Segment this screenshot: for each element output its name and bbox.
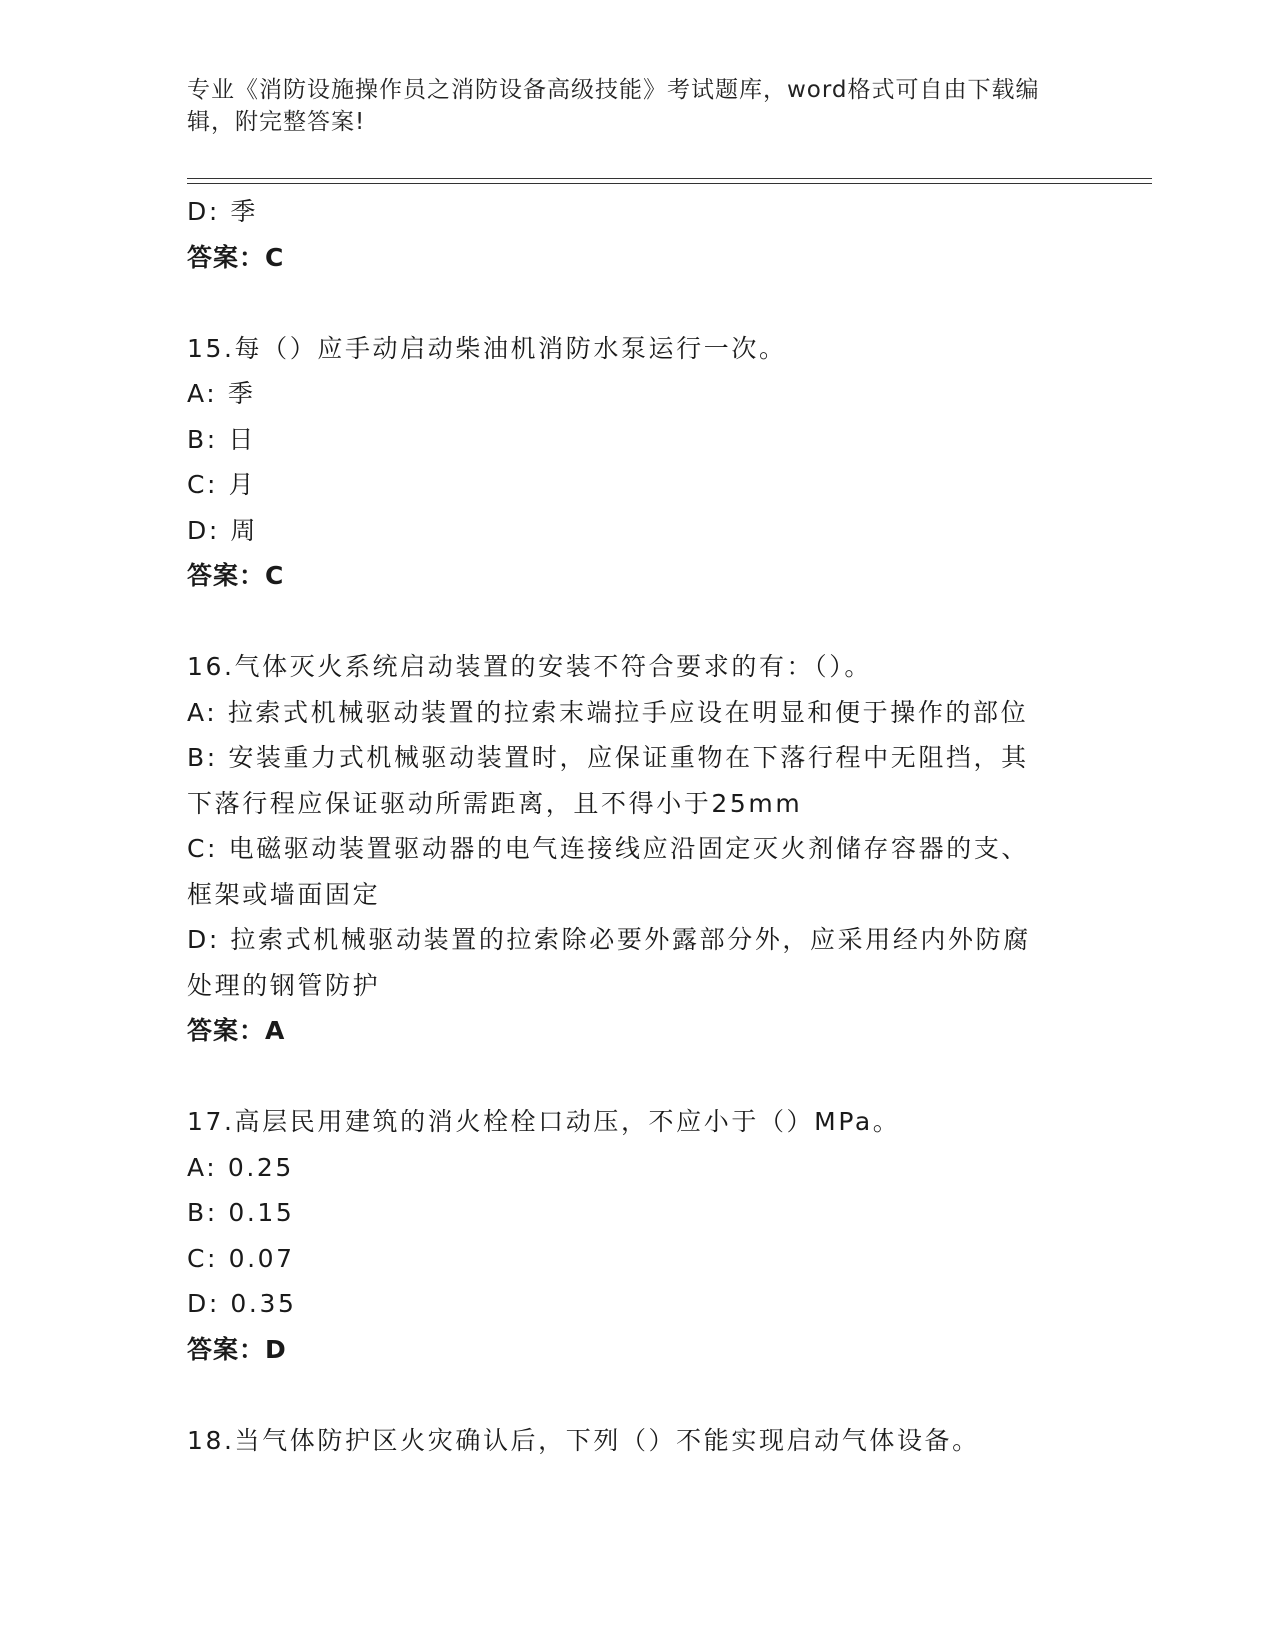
header-divider-top [187, 178, 1152, 179]
option-d: D: 0.35 [187, 1289, 297, 1318]
option-a: A: 0.25 [187, 1152, 294, 1182]
spacer [187, 1372, 1087, 1418]
answer-line: 答案：D [187, 1334, 287, 1364]
header-note [187, 74, 1067, 138]
option-d: D: 季 [187, 197, 259, 226]
option-d: D: 拉索式机械驱动装置的拉索除必要外露部分外，应采用经内外防腐 [187, 925, 1031, 954]
answer-line: 答案：C [187, 561, 285, 590]
spacer [187, 1054, 1087, 1100]
option-b: B: 日 [187, 424, 256, 454]
header-line-2: 辑，附完整答案! [187, 109, 366, 135]
answer-line: 答案：C [187, 242, 285, 272]
option-b-continued: 下落行程应保证驱动所需距离，且不得小于25mm [187, 788, 803, 818]
option-c: C: 电磁驱动装置驱动器的电气连接线应沿固定灭火剂储存容器的支、 [187, 834, 1030, 863]
option-c: C: 0.07 [187, 1243, 295, 1273]
option-c: C: 月 [187, 470, 257, 499]
question-list [187, 189, 1087, 1463]
option-b: B: 安装重力式机械驱动装置时，应保证重物在下落行程中无阻挡，其 [187, 743, 1029, 772]
option-c-continued: 框架或墙面固定 [187, 879, 381, 909]
option-a: A: 季 [187, 379, 256, 408]
option-a: A: 拉索式机械驱动装置的拉索末端拉手应设在明显和便于操作的部位 [187, 697, 1029, 727]
spacer [187, 280, 1087, 326]
header-divider-bottom [187, 183, 1152, 184]
question-stem: 18.当气体防护区火灾确认后，下列（）不能实现启动气体设备。 [187, 1425, 980, 1455]
question-stem: 15.每（）应手动启动柴油机消防水泵运行一次。 [187, 333, 787, 363]
answer-line: 答案：A [187, 1016, 286, 1045]
option-b: B: 0.15 [187, 1198, 295, 1227]
question-stem: 17.高层民用建筑的消火栓栓口动压，不应小于（）MPa。 [187, 1107, 901, 1136]
option-d: D: 周 [187, 515, 259, 545]
question-stem: 16.气体灭火系统启动装置的安装不符合要求的有：（）。 [187, 652, 872, 681]
spacer [187, 599, 1087, 645]
option-d-continued: 处理的钢管防护 [187, 970, 381, 1000]
header-line-1: 专业《消防设施操作员之消防设备高级技能》考试题库，word格式可自由下载编 [187, 77, 1040, 103]
